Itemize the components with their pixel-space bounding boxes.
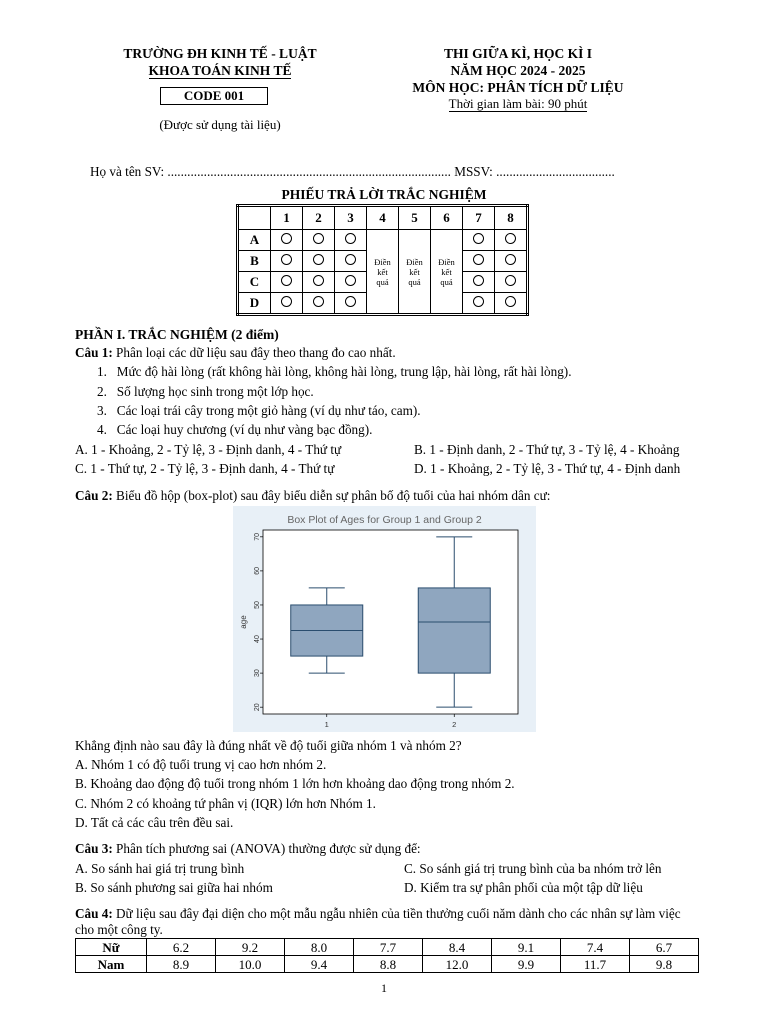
col-header: 5 (399, 206, 431, 230)
table-row (76, 956, 699, 973)
q2-stem: Câu 2: Biểu đồ hộp (box-plot) sau đây biểu diễn sự phân bố độ tuổi của hai nhóm dân cư: (75, 488, 551, 503)
q1-option-d: D. 1 - Khoảng, 2 - Tỷ lệ, 3 - Thứ tự, 4 - Định danh (414, 461, 681, 476)
table-cell: 6.7 (630, 939, 699, 956)
y-tick-label: 30 (253, 669, 261, 678)
row-header: Nam (76, 956, 147, 973)
table-cell: 7.4 (561, 939, 630, 956)
bonus-data-table (75, 938, 699, 973)
row-label: C (238, 272, 271, 293)
answer-bubble[interactable] (303, 230, 335, 251)
answer-bubble[interactable] (463, 272, 495, 293)
q4-stem: Câu 4: Dữ liệu sau đây đại diện cho một mẫu ngẫu nhiên của tiền thưởng cuối năm dành cho các nhân sự làm việc cho một công ty. (75, 906, 681, 937)
y-tick-label: 20 (253, 703, 261, 712)
fill-result-cell[interactable]: Điền kết quả (367, 230, 399, 315)
q2-question: Khẳng định nào sau đây là đúng nhất về độ tuổi giữa nhóm 1 và nhóm 2? (75, 738, 462, 753)
answer-bubble[interactable] (463, 293, 495, 315)
table-cell: 9.2 (216, 939, 285, 956)
answer-bubble[interactable] (271, 230, 303, 251)
col-header: 7 (463, 206, 495, 230)
table-cell: 8.0 (285, 939, 354, 956)
page-number: 1 (381, 981, 387, 995)
student-info-line: Họ và tên SV: ...................................................................................... MSSV: .................................... (90, 164, 615, 179)
q3-option-c: C. So sánh giá trị trung bình của ba nhóm trở lên (404, 861, 662, 876)
answer-bubble[interactable] (495, 293, 528, 315)
duration: Thời gian làm bài: 90 phút (448, 96, 588, 111)
row-label: D (238, 293, 271, 315)
answer-grid (236, 204, 529, 316)
row-label: B (238, 251, 271, 272)
chart-title: Box Plot of Ages for Group 1 and Group 2 (287, 514, 482, 526)
school-name: TRƯỜNG ĐH KINH TẾ - LUẬT (123, 46, 317, 61)
exam-code: CODE 001 (160, 87, 268, 105)
exam-title: THI GIỮA KÌ, HỌC KÌ I (443, 46, 593, 61)
answer-sheet (236, 204, 529, 316)
x-tick-label: 1 (324, 720, 329, 729)
table-cell: 8.4 (423, 939, 492, 956)
answer-bubble[interactable] (271, 293, 303, 315)
q2-option-a: A. Nhóm 1 có độ tuổi trung vị cao hơn nhóm 2. (75, 757, 327, 772)
answer-bubble[interactable] (335, 251, 367, 272)
faculty-name: KHOA TOÁN KINH TẾ (148, 63, 292, 78)
fill-result-cell[interactable]: Điền kết quả (399, 230, 431, 315)
row-header: Nữ (76, 939, 147, 956)
q1-item: 1. Mức độ hài lòng (rất không hài lòng, không hài lòng, trung lập, hài lòng, rất hài lòng). (97, 364, 572, 379)
table-cell: 6.2 (147, 939, 216, 956)
q2-option-d: D. Tất cả các câu trên đều sai. (75, 815, 234, 830)
school-year: NĂM HỌC 2024 - 2025 (450, 63, 586, 78)
col-header: 2 (303, 206, 335, 230)
answer-bubble[interactable] (271, 272, 303, 293)
col-header: 8 (495, 206, 528, 230)
fill-result-cell[interactable]: Điền kết quả (431, 230, 463, 315)
answer-bubble[interactable] (463, 251, 495, 272)
q2-option-b: B. Khoảng dao động độ tuổi trong nhóm 1 lớn hơn khoảng dao động trong nhóm 2. (75, 776, 515, 791)
answer-bubble[interactable] (495, 251, 528, 272)
y-tick-label: 40 (253, 635, 261, 643)
q1-item: 3. Các loại trái cây trong một giỏ hàng (ví dụ như táo, cam). (97, 403, 421, 418)
answer-bubble[interactable] (463, 230, 495, 251)
table-cell: 8.8 (354, 956, 423, 973)
q1-stem: Câu 1: Phân loại các dữ liệu sau đây theo thang đo cao nhất. (75, 345, 396, 360)
box-plot-svg (233, 506, 536, 732)
answer-bubble[interactable] (495, 230, 528, 251)
box (418, 588, 490, 673)
answer-bubble[interactable] (303, 251, 335, 272)
q2-option-c: C. Nhóm 2 có khoảng tứ phân vị (IQR) lớn hơn Nhóm 1. (75, 796, 376, 811)
table-cell: 9.1 (492, 939, 561, 956)
q1-option-b: B. 1 - Định danh, 2 - Thứ tự, 3 - Tỷ lệ, 4 - Khoảng (414, 442, 680, 457)
box-plot-chart (233, 506, 536, 732)
q3-option-d: D. Kiểm tra sự phân phối của một tập dữ liệu (404, 880, 643, 895)
col-header: 4 (367, 206, 399, 230)
y-tick-label: 70 (253, 532, 261, 541)
table-cell: 7.7 (354, 939, 423, 956)
table-row (76, 939, 699, 956)
table-cell: 9.4 (285, 956, 354, 973)
q1-option-c: C. 1 - Thứ tự, 2 - Tỷ lệ, 3 - Định danh, 4 - Thứ tự (75, 461, 335, 476)
table-cell: 9.9 (492, 956, 561, 973)
q3-option-b: B. So sánh phương sai giữa hai nhóm (75, 880, 273, 895)
q3-option-a: A. So sánh hai giá trị trung bình (75, 861, 245, 876)
answer-bubble[interactable] (495, 272, 528, 293)
q1-item: 2. Số lượng học sinh trong một lớp học. (97, 384, 314, 399)
table-cell: 12.0 (423, 956, 492, 973)
col-header: 3 (335, 206, 367, 230)
table-cell: 10.0 (216, 956, 285, 973)
q1-item: 4. Các loại huy chương (ví dụ như vàng bạc đồng). (97, 422, 373, 437)
answer-bubble[interactable] (335, 230, 367, 251)
corner-cell (238, 206, 271, 230)
answer-bubble[interactable] (271, 251, 303, 272)
answer-sheet-title: PHIẾU TRẢ LỜI TRẮC NGHIỆM (281, 187, 487, 202)
table-cell: 8.9 (147, 956, 216, 973)
materials-note: (Được sử dụng tài liệu) (159, 117, 281, 132)
x-tick-label: 2 (452, 720, 457, 729)
bonus-table (75, 938, 699, 973)
answer-bubble[interactable] (303, 272, 335, 293)
q1-option-a: A. 1 - Khoảng, 2 - Tỷ lệ, 3 - Định danh, 4 - Thứ tự (75, 442, 342, 457)
y-tick-label: 60 (253, 566, 261, 575)
col-header: 6 (431, 206, 463, 230)
part1-title: PHẦN I. TRẮC NGHIỆM (2 điểm) (75, 327, 279, 342)
table-cell: 11.7 (561, 956, 630, 973)
answer-bubble[interactable] (335, 293, 367, 315)
answer-bubble[interactable] (303, 293, 335, 315)
answer-bubble[interactable] (335, 272, 367, 293)
subject: MÔN HỌC: PHÂN TÍCH DỮ LIỆU (412, 80, 624, 95)
q3-stem: Câu 3: Phân tích phương sai (ANOVA) thường được sử dụng để: (75, 841, 421, 856)
y-tick-label: 50 (253, 601, 261, 609)
row-label: A (238, 230, 271, 251)
col-header: 1 (271, 206, 303, 230)
table-cell: 9.8 (630, 956, 699, 973)
y-axis-label: age (239, 615, 248, 629)
